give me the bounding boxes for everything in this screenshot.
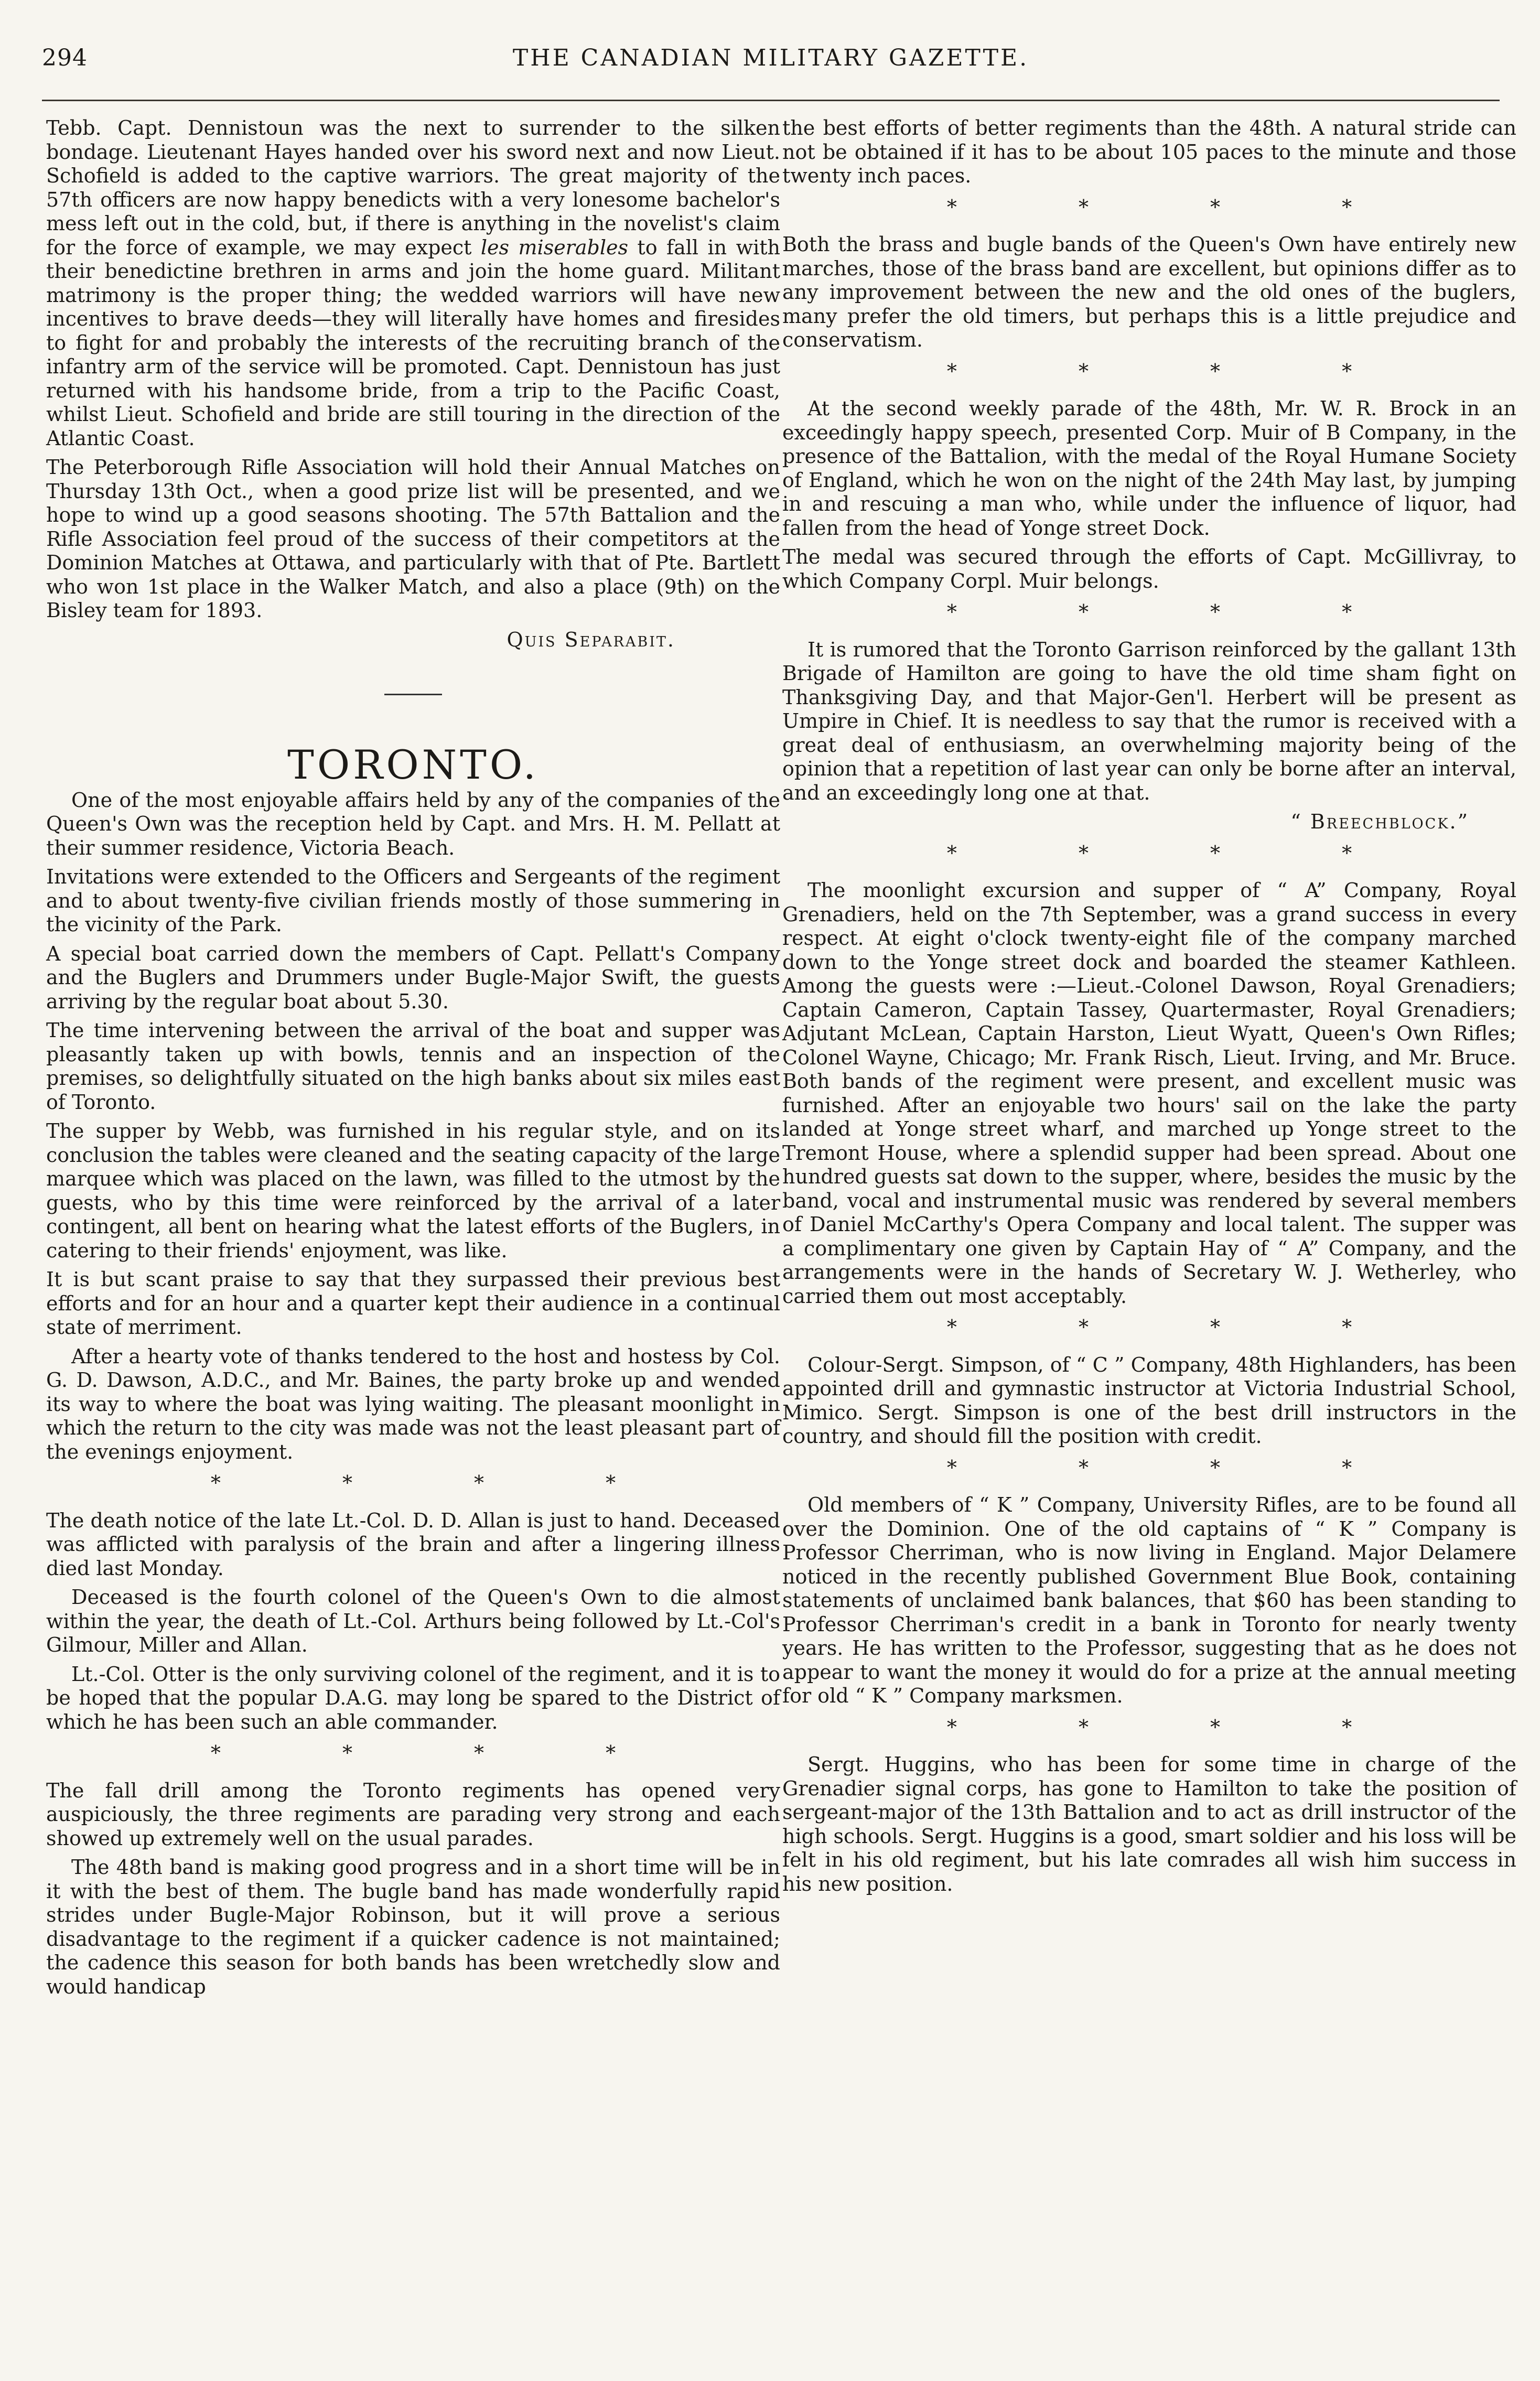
byline-signature: “ Breechblock.” [1290, 810, 1469, 833]
article-paragraph: The fall drill among the Toronto regiments has opened very auspiciously, the three regiments are parading very strong and each showed up extremely well on the usual parades. [46, 1779, 780, 1850]
article-paragraph: the best efforts of better regiments than the 48th. A natural stride can not be obtained if it has to be about 105 paces to the minute and those twenty inch paces. [782, 116, 1516, 187]
article-paragraph: The supper by Webb, was furnished in his regular style, and on its conclusion the tables were cleaned and the seating capacity of the large marquee which was placed on the lawn, was filled to the utmost by the guests, who by this time were reinforced by the arrival of a later contingent, all bent on hearing what the latest efforts of the Buglers, in catering to their friends' enjoyment, was like. [46, 1119, 780, 1262]
separator-asterisks: * * * * [210, 1741, 674, 1764]
italic-phrase: les miserables [480, 235, 628, 259]
article-paragraph: The Peterborough Rifle Association will hold their Annual Matches on Thursday 13th Oct., when a good prize list will be presented, and we hope to wind up a good seasons shooting. The 57th Battalion and the Rifle Association feel proud of the success of their competitors at the Dominion Matches at Ottawa, and particularly with that of Pte. Bartlett who won 1st place in the Walker Match, and also a place (9th) on the Bisley team for 1893. [46, 456, 780, 622]
article-paragraph: The medal was secured through the efforts of Capt. McGillivray, to which Company Corpl. Muir belongs. [782, 545, 1516, 592]
section-heading: TORONTO. [287, 741, 539, 788]
article-paragraph: It is but scant praise to say that they surpassed their previous best efforts and for an hour and a quarter kept their audience in a continual state of merriment. [46, 1268, 780, 1339]
separator-asterisks: * * * * [946, 1316, 1410, 1339]
article-paragraph: A special boat carried down the members of Capt. Pellatt's Company and the Buglers and Drummers under Bugle-Major Swift, the guests arriving by the regular boat about 5.30. [46, 942, 780, 1013]
article-paragraph: It is rumored that the Toronto Garrison reinforced by the gallant 13th Brigade of Hamilton are going to have the old time sham fight on Thanksgiving Day, and that Major-Gen'l. Herbert will be present as Umpire in Chief. It is needless to say that the rumor is received with a great deal of enthusiasm, an overwhelming majority being of the opinion that a repetition of last year can only be borne after an interval, and an exceedingly long one at that. [782, 638, 1516, 804]
page-number: 294 [42, 45, 88, 71]
running-title: THE CANADIAN MILITARY GAZETTE. [512, 45, 1029, 71]
separator-asterisks: * * * * [210, 1471, 674, 1494]
article-paragraph: Deceased is the fourth colonel of the Queen's Own to die almost within the year, the death of Lt.-Col. Arthurs being followed by Lt.-Col's Gilmour, Miller and Allan. [46, 1586, 780, 1656]
separator-asterisks: * * * * [946, 195, 1410, 219]
separator-asterisks: * * * * [946, 359, 1410, 383]
separator-asterisks: * * * * [946, 841, 1410, 865]
separator-asterisks: * * * * [946, 1715, 1410, 1739]
article-paragraph: Invitations were extended to the Officers and Sergeants of the regiment and to about twenty-five civilian friends mostly of those summering in the vicinity of the Park. [46, 865, 780, 936]
article-paragraph: Tebb. Capt. Dennistoun was the next to surrender to the silken bondage. Lieutenant Hayes handed over his sword next and now Lieut. Schofield is added to the captive warriors. The great majority of the 57th officers are now happy benedicts with a very lonesome bachelor's mess left out in the cold, but, if there is anything in the novelist's claim for the force of example, we may expect les miserables to fall in with their benedictine brethren in arms and join the home guard. Militant matrimony is the proper thing; the wedded warriors will have new incentives to brave deeds—they will literally have homes and firesides to fight for and probably the interests of the recruiting branch of the infantry arm of the service will be promoted. Capt. Dennistoun has just returned with his handsome bride, from a trip to the Pacific Coast, whilst Lieut. Schofield and bride are still touring in the direction of the Atlantic Coast. [46, 116, 781, 450]
article-paragraph: The 48th band is making good progress and in a short time will be in it with the best of them. The bugle band has made wonderfully rapid strides under Bugle-Major Robinson, but it will prove a serious disadvantage to the regiment if a quicker cadence is not maintained; the cadence this season for both bands has been wretchedly slow and would handicap [46, 1856, 780, 1998]
right-column [782, 116, 1516, 1901]
article-paragraph: Colour-Sergt. Simpson, of “ C ” Company, 48th Highlanders, has been appointed drill and gymnastic instructor at Victoria Industrial School, Mimico. Sergt. Simpson is one of the best drill instructors in the country, and should fill the position with credit. [782, 1353, 1516, 1448]
byline-signature: Quis Separabit. [507, 628, 675, 651]
separator-asterisks: * * * * [946, 600, 1410, 623]
left-column [46, 116, 780, 2004]
page-header [42, 21, 1500, 101]
article-paragraph: The moonlight excursion and supper of “ A” Company, Royal Grenadiers, held on the 7th September, was a grand success in every respect. At eight o'clock twenty-eight file of the company marched down to the Yonge street dock and boarded the steamer Kathleen. Among the guests were :—Lieut.-Colonel Dawson, Royal Grenadiers; Captain Cameron, Captain Tassey, Quartermaster, Royal Grenadiers; Adjutant McLean, Captain Harston, Lieut Wyatt, Queen's Own Rifles; Colonel Wayne, Chicago; Mr. Frank Risch, Lieut. Irving, and Mr. Bruce. Both bands of the regiment were present, and excellent music was furnished. After an enjoyable two hours' sail on the lake the party landed at Yonge street wharf, and marched up Yonge street to the Tremont House, where a splendid supper had been spread. About one hundred guests sat down to the supper, where, besides the music by the band, vocal and instrumental music was rendered by several members of Daniel McCarthy's Opera Company and local talent. The supper was a complimentary one given by Captain Hay of “ A” Company, and the arrangements were in the hands of Secretary W. J. Wetherley, who carried them out most acceptably. [782, 879, 1516, 1308]
article-paragraph: One of the most enjoyable affairs held by any of the companies of the Queen's Own was the reception held by Capt. and Mrs. H. M. Pellatt at their summer residence, Victoria Beach. [46, 788, 780, 859]
article-paragraph: Both the brass and bugle bands of the Queen's Own have entirely new marches, those of the brass band are excellent, but opinions differ as to any improvement between the new and the old ones of the buglers, many prefer the old timers, but perhaps this is a little prejudice and conservatism. [782, 233, 1516, 351]
article-paragraph: Lt.-Col. Otter is the only surviving colonel of the regiment, and it is to be hoped that the popular D.A.G. may long be spared to the District of which he has been such an able commander. [46, 1662, 780, 1733]
article-paragraph: The time intervening between the arrival of the boat and supper was pleasantly taken up with bowls, tennis and an inspection of the premises, so delightfully situated on the high banks about six miles east of Toronto. [46, 1019, 780, 1114]
section-divider [384, 694, 442, 695]
separator-asterisks: * * * * [946, 1456, 1410, 1479]
article-paragraph: Old members of “ K ” Company, University Rifles, are to be found all over the Dominion. One of the old captains of “ K ” Company is Professor Cherriman, who is now living in England. Major Delamere noticed in the recently published Government Blue Book, containing statements of unclaimed bank balances, that $60 has been standing to Professor Cherriman's credit in a bank in Toronto for nearly twenty years. He has written to the Professor, suggesting that as he does not appear to want the money it would do for a prize at the annual meeting for old “ K ” Company marksmen. [782, 1493, 1516, 1707]
article-paragraph: After a hearty vote of thanks tendered to the host and hostess by Col. G. D. Dawson, A.D.C., and Mr. Baines, the party broke up and wended its way to where the boat was lying waiting. The pleasant moonlight in which the return to the city was made was not the least pleasant part of the evenings enjoyment. [46, 1344, 780, 1463]
article-paragraph: At the second weekly parade of the 48th, Mr. W. R. Brock in an exceedingly happy speech, presented Corp. Muir of B Company, in the presence of the Battalion, with the medal of the Royal Humane Society of England, which he won on the night of the 24th May last, by jumping in and rescuing a man who, while under the influence of liquor, had fallen from the head of Yonge street Dock. [782, 397, 1516, 540]
article-paragraph: The death notice of the late Lt.-Col. D. D. Allan is just to hand. Deceased was afflicted with paralysis of the brain and after a lingering illness died last Monday. [46, 1509, 780, 1580]
article-paragraph: Sergt. Huggins, who has been for some time in charge of the Grenadier signal corps, has gone to Hamilton to take the position of sergeant-major of the 13th Battalion and to act as drill instructor of the high schools. Sergt. Huggins is a good, smart soldier and his loss will be felt in his old regiment, but his late comrades all wish him success in his new position. [782, 1753, 1516, 1895]
